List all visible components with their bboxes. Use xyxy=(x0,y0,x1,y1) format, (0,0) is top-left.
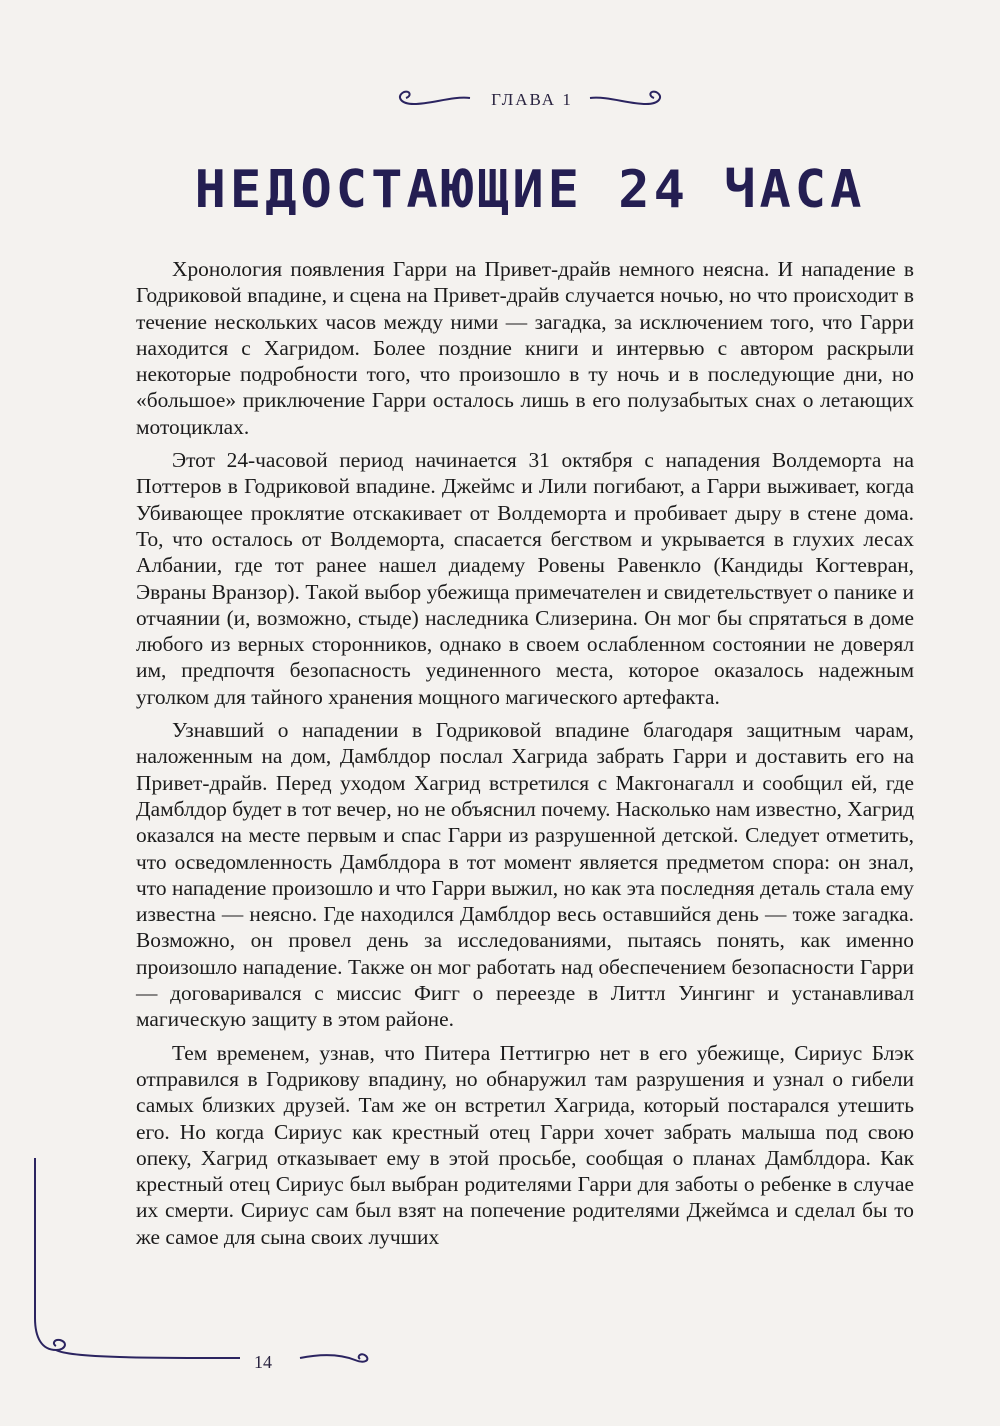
paragraph-4: Тем временем, узнав, что Питера Петтигрю нет в его убежище, Сириус Блэк отправился в Годрикову впадину, но обнаружил там разрушения и узнал о гибели самых близких друзей. Там же он встретил Хагрида, который постарался утешить его. Но когда Сириус как крестный отец Гарри хочет забрать малыша под свою опеку, Хагрид отказывает ему в этой просьбе, сообщая о планах Дамблдора. Как крестный отец Сириус был выбран родителями Гарри для заботы о ребенке в случае их смерти. Сириус сам был взят на попечение родителями Джеймса и сделал бы то же самое для сына своих лучших xyxy=(136,1040,914,1249)
page-number: 14 xyxy=(254,1352,272,1372)
paragraph-2: Этот 24-часовой период начинается 31 октября с нападения Волдеморта на Поттеров в Годриковой впадине. Джеймс и Лили погибают, а Гарри выживает, когда Убивающее проклятие отскакивает от Волдеморта и пробивает дыру в стене дома. То, что осталось от Волдеморта, спасается бегством и укрывается в глухих лесах Албании, где тот ранее нашел диадему Ровены Равенкло (Кандиды Когтевран, Эвраны Вранзор). Такой выбор убежища примечателен и свидетельствует о панике и отчаянии (и, возможно, стыде) наследника Слизерина. Он мог бы спрятаться в доме любого из верных сторонников, однако в своем ослабленном состоянии не доверял им, предпочтя безопасность уединенного места, которое оказалось надежным уголком для тайного хранения мощного магического артефакта. xyxy=(136,448,914,709)
chapter-label: ГЛАВА 1 xyxy=(491,90,573,109)
left-margin-rule xyxy=(34,1158,36,1316)
paragraph-3: Узнавший о нападении в Годриковой впадине благодаря защитным чарам, наложенным на дом, Дамблдор послал Хагрида забрать Гарри и доставить его на Привет-драйв. Перед уходом Хагрид встретился с Макгонагалл и сообщил ей, где Дамблдор будет в тот вечер, но не объяснил почему. Насколько нам известно, Хагрид оказался на месте первым и спас Гарри из разрушенной детской. Следует отметить, что осведомленность Дамблдора в тот момент является предметом спора: он знал, что нападение произошло и что Гарри выжил, но как эта последняя деталь стала ему известна — неясно. Где находился Дамблдор весь оставшийся день — тоже загадка. Возможно, он провел день за исследованиями, пытаясь понять, как именно произошло нападение. Также он мог работать над обеспечением безопасности Гарри — договаривался с миссис Фигг о переезде в Литтл Уингинг и устанавливал магическую защиту в этом районе. xyxy=(136,718,914,1032)
paragraph-1: Хронология появления Гарри на Привет-драйв немного неясна. И нападение в Годриковой впадине, и сцена на Привет-драйв случается ночью, но что происходит в течение нескольких часов между ними — загадка, за исключением того, что Гарри находится с Хагридом. Более поздние книги и интервью с автором раскрыли некоторые подробности того, что произошло в ту ночь и в последующие дни, но «большое» приключение Гарри осталось лишь в его полузабытых снах о летающих мотоциклах. xyxy=(136,257,914,439)
footer-ornament xyxy=(30,1310,390,1370)
chapter-title: НЕДОСТАЮЩИЕ 24 ЧАСА xyxy=(194,160,866,220)
body-text xyxy=(136,256,914,1257)
